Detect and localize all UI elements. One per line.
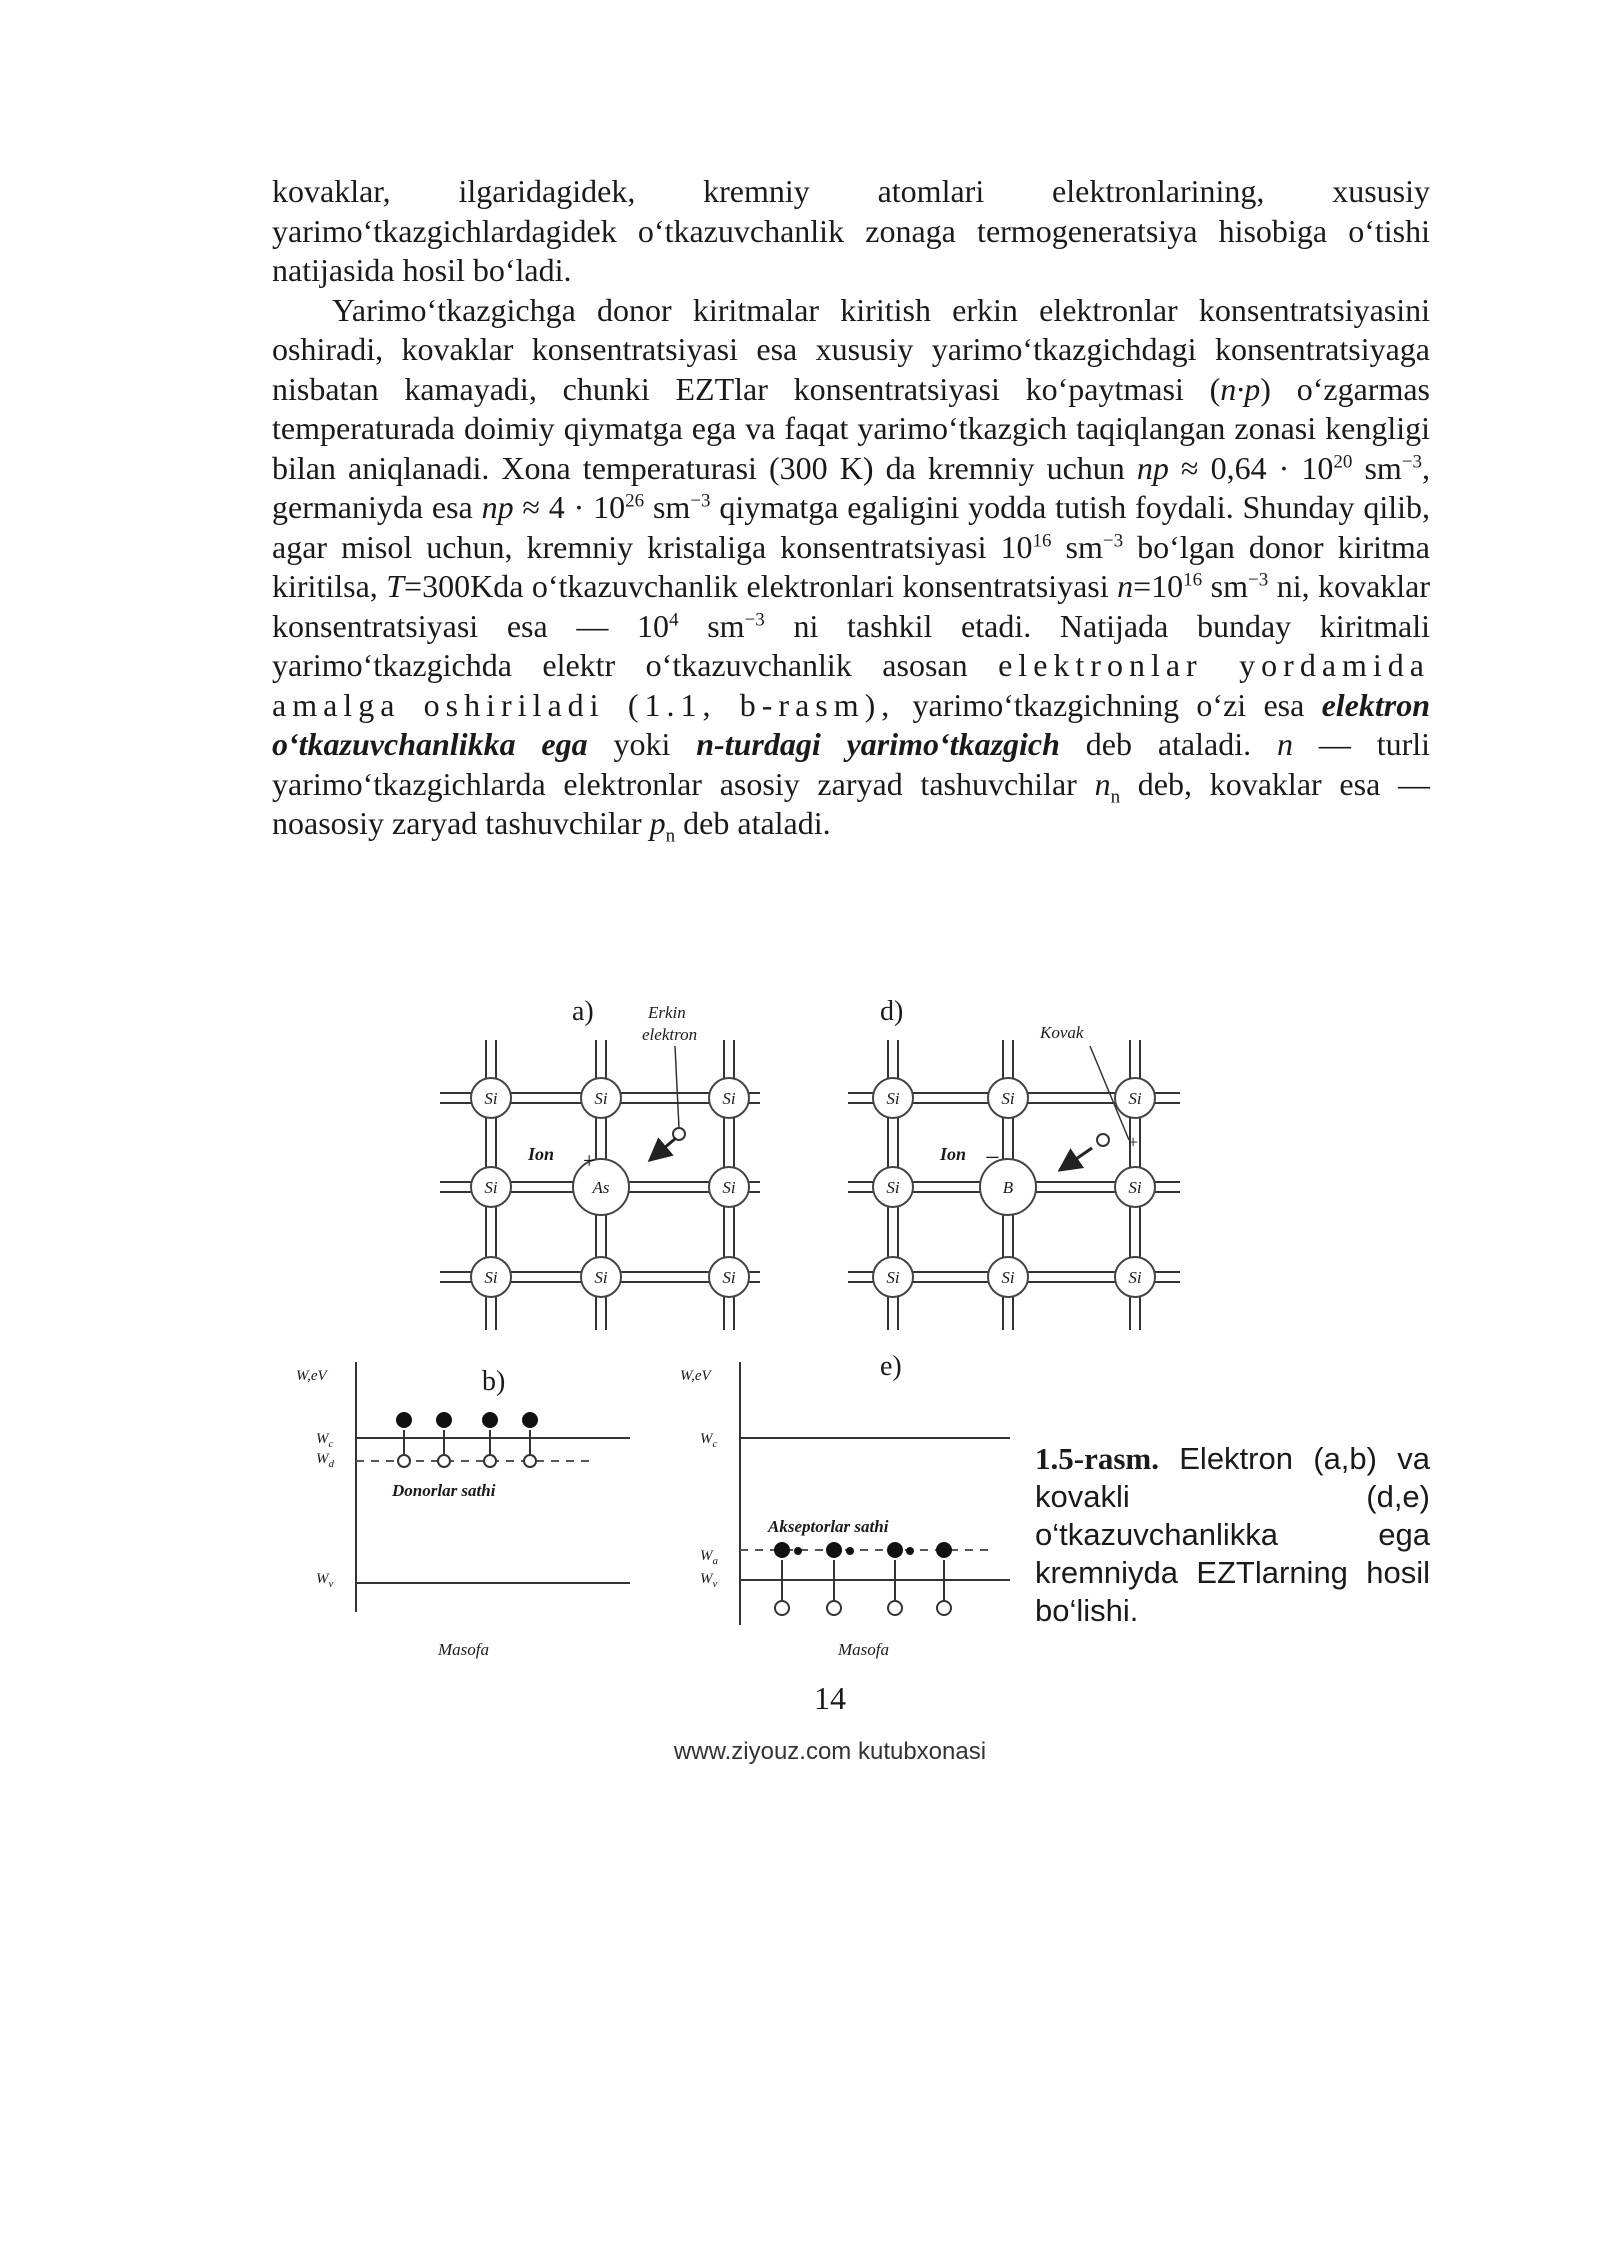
si-label-d8: Si: [1001, 1268, 1015, 1287]
si-label-a1: Si: [484, 1089, 498, 1108]
wa-label-e: $W_a$: [700, 1548, 718, 1567]
donor-level-label: Donorlar sathi: [392, 1481, 496, 1500]
plus-sign: +: [583, 1148, 596, 1173]
x-axis-label-e: Masofa: [838, 1640, 889, 1659]
x-axis-label-b: Masofa: [438, 1640, 489, 1659]
hole-plus: +: [1128, 1132, 1139, 1152]
hole-arrow: [1060, 1148, 1092, 1170]
wc-label-b: $W_c$: [316, 1431, 334, 1450]
caption-text: Elektron (a,b) va kovakli (d,e) o‘tkazuvchanlikka ega kremniyda EZTlarning hosil bo‘lishi.: [1035, 1441, 1430, 1628]
si-label-d9: Si: [1128, 1268, 1142, 1287]
panel-a-letter: a): [572, 996, 594, 1027]
si-label-a4: Si: [484, 1178, 498, 1197]
acceptor-level-label: Akseptorlar sathi: [768, 1517, 889, 1536]
panel-b-energy-diagram: [296, 1362, 630, 1659]
panel-b-letter: b): [482, 1366, 506, 1397]
footer-link[interactable]: www.ziyouz.com kutubxonasi: [673, 1738, 987, 1765]
panel-e-letter: e): [880, 1351, 902, 1382]
free-electron-pointer: [675, 1046, 679, 1128]
ion-label-a: Ion: [528, 1144, 555, 1164]
figure-caption: [1035, 1440, 1430, 1630]
si-label-a9: Si: [722, 1268, 736, 1287]
wc-label-e: $W_c$: [700, 1431, 718, 1450]
si-label-a6: Si: [722, 1178, 736, 1197]
y-axis-label-b: W,eV: [296, 1368, 327, 1384]
free-electron-label-line1: Erkin: [648, 1003, 686, 1022]
paragraph-1: kovaklar, ilgaridagidek, kremniy atomlari elektronlarining, xususiy yarimo‘tkazgichlardagidek o‘tkazuvchanlik zonaga termogeneratsiya hisobiga o‘tishi natijasida hosil bo‘ladi.: [272, 173, 1430, 288]
panel-a-lattice: [440, 996, 760, 1330]
si-label-a7: Si: [484, 1268, 498, 1287]
donor-electrons: [396, 1412, 538, 1428]
hole-label: Kovak: [1040, 1023, 1084, 1042]
wv-label-b: $W_v$: [316, 1571, 334, 1590]
si-label-a8: Si: [594, 1268, 608, 1287]
arsenic-label: As: [592, 1178, 610, 1197]
caption-number: 1.5-rasm.: [1035, 1441, 1159, 1476]
hole-circle: [1097, 1134, 1109, 1146]
y-axis-label-e: W,eV: [680, 1368, 711, 1384]
electron-arrow: [650, 1138, 676, 1160]
paragraph-2: Yarimo‘tkazgichga donor kiritmalar kiritish erkin elektronlar konsentratsiyasini oshiradi, kovaklar konsentratsiyasi esa xususiy yarimo‘tkazgichdagi konsentratsiyaga nisbatan kamayadi, chunki EZTlar konsentratsiyasi ko‘paytmasi (n·p) o‘zgarmas temperaturada doimiy qiymatga ega va faqat yarimo‘tkazgich taqiqlangan zonasi kengligi bilan aniqlanadi. Xona temperaturasi (300 K) da kremniy uchun np ≈ $0,64 \cdot 10^{20}$ $sm^{-3}$, germaniyda esa np ≈ $4 \cdot 10^{26}$ $sm^{-3}$ qiymatga egaligini yodda tutish foydali. Shunday qilib, agar misol uchun, kremniy kristaliga konsentratsiyasi $10^{16}$ $sm^{-3}$ bo‘lgan donor kiritma kiritilsa, T=300Kda o‘tkazuvchanlik elektronlari konsentratsiyasi $n=10^{16}$ $sm^{-3}$ ni, kovaklar konsentratsiyasi esa — $10^4$ $sm^{-3}$ ni tashkil etadi. Natijada bunday kiritmali yarimo‘tkazgichda elektr o‘tkazuvchanlik asosan elektronlar yordamida amalga oshiriladi (1.1, b-rasm), yarimo‘tkazgichning o‘zi esa elektron o‘tkazuvchanlikka ega yoki n-turdagi yarimo‘tkazgich deb ataladi. n — turli yarimo‘tkazgichlarda elektronlar asosiy zaryad tashuvchilar $n_n$ deb, kovaklar esa — noasosiy zaryad tashuvchilar $p_n$ deb ataladi.: [272, 291, 1431, 847]
si-label-d2: Si: [1001, 1089, 1015, 1108]
ion-label-d: Ion: [940, 1144, 967, 1164]
si-label-a3: Si: [722, 1089, 736, 1108]
panel-d-lattice: [848, 996, 1180, 1330]
si-label-d6: Si: [1128, 1178, 1142, 1197]
boron-label: B: [1002, 1178, 1014, 1197]
panel-d-letter: d): [880, 996, 904, 1027]
page-number: 14: [814, 1680, 846, 1716]
si-label-a2: Si: [594, 1089, 608, 1108]
minus-sign: −: [985, 1143, 1000, 1172]
si-label-d7: Si: [886, 1268, 900, 1287]
free-electron-label-line2: elektron: [642, 1025, 698, 1044]
wd-label-b: $W_d$: [316, 1451, 334, 1470]
si-label-d3: Si: [1128, 1089, 1142, 1108]
holes-valence: [775, 1601, 951, 1615]
wv-label-e: $W_v$: [700, 1571, 718, 1590]
panel-e-energy-diagram: [680, 1351, 1010, 1659]
si-label-d4: Si: [886, 1178, 900, 1197]
si-label-d1: Si: [886, 1089, 900, 1108]
